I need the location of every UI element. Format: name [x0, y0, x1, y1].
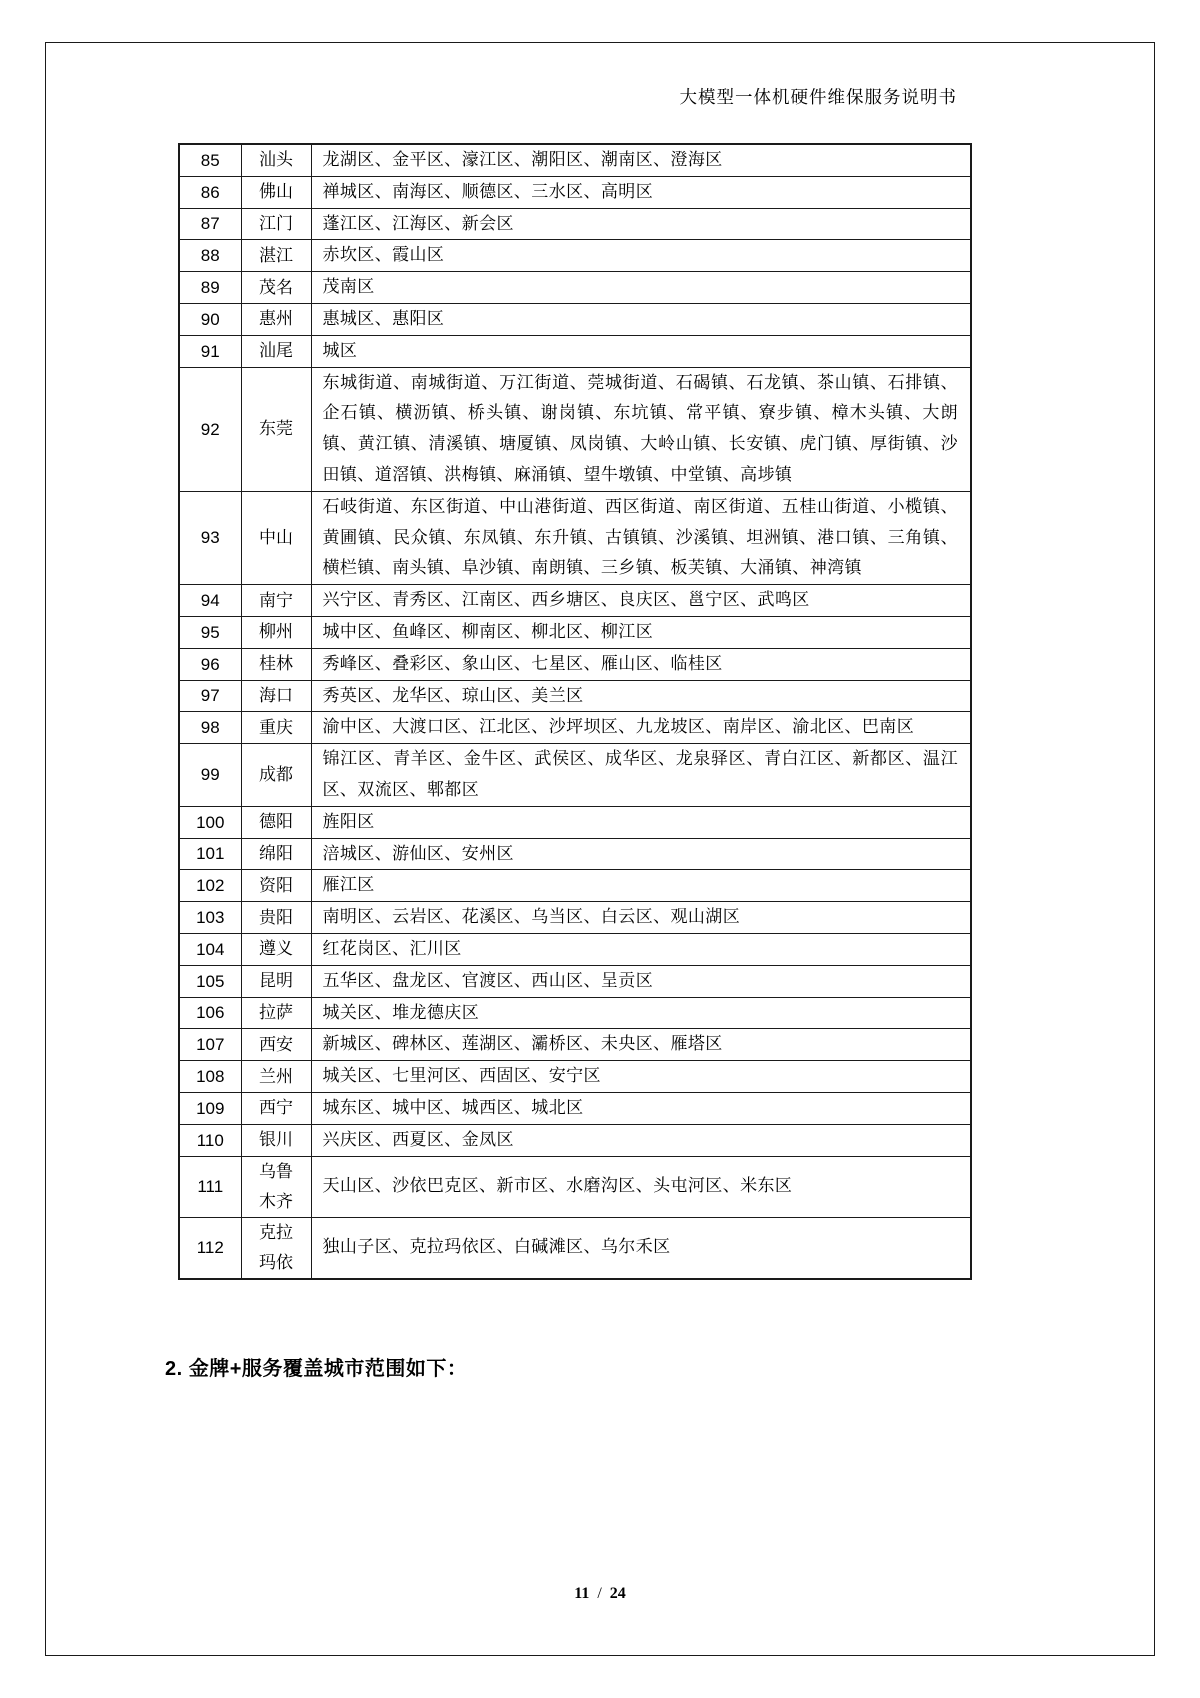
table-row [179, 1029, 971, 1061]
city-cell: 乌鲁木齐 [241, 1156, 311, 1217]
row-number-cell: 101 [179, 838, 241, 870]
districts-cell: 禅城区、南海区、顺德区、三水区、高明区 [311, 176, 971, 208]
city-cell: 南宁 [241, 585, 311, 617]
document-header-title: 大模型一体机硬件维保服务说明书 [679, 87, 957, 107]
districts-cell: 蓬江区、江海区、新会区 [311, 208, 971, 240]
row-number-cell: 94 [179, 585, 241, 617]
city-cell: 德阳 [241, 806, 311, 838]
table-row [179, 806, 971, 838]
row-number-cell: 88 [179, 240, 241, 272]
districts-cell: 城中区、鱼峰区、柳南区、柳北区、柳江区 [311, 616, 971, 648]
districts-cell: 惠城区、惠阳区 [311, 303, 971, 335]
districts-cell: 旌阳区 [311, 806, 971, 838]
row-number-cell: 99 [179, 744, 241, 807]
districts-cell: 兴庆区、西夏区、金凤区 [311, 1124, 971, 1156]
city-cell: 拉萨 [241, 997, 311, 1029]
city-cell: 贵阳 [241, 902, 311, 934]
row-number-cell: 92 [179, 367, 241, 491]
districts-cell: 独山子区、克拉玛依区、白碱滩区、乌尔禾区 [311, 1217, 971, 1279]
city-cell: 江门 [241, 208, 311, 240]
row-number-cell: 112 [179, 1217, 241, 1279]
city-cell: 茂名 [241, 272, 311, 304]
city-cell: 绵阳 [241, 838, 311, 870]
districts-cell: 石岐街道、东区街道、中山港街道、西区街道、南区街道、五桂山街道、小榄镇、黄圃镇、民众镇、东凤镇、东升镇、古镇镇、沙溪镇、坦洲镇、港口镇、三角镇、横栏镇、南头镇、阜沙镇、南朗镇、三乡镇、板芙镇、大涌镇、神湾镇 [311, 491, 971, 584]
table-row [179, 838, 971, 870]
table-row [179, 272, 971, 304]
row-number-cell: 95 [179, 616, 241, 648]
table-row [179, 680, 971, 712]
districts-cell: 秀英区、龙华区、琼山区、美兰区 [311, 680, 971, 712]
city-cell: 中山 [241, 491, 311, 584]
table-row [179, 616, 971, 648]
table-row [179, 208, 971, 240]
city-cell: 汕尾 [241, 335, 311, 367]
districts-cell: 雁江区 [311, 870, 971, 902]
city-cell: 佛山 [241, 176, 311, 208]
districts-cell: 茂南区 [311, 272, 971, 304]
table-row [179, 240, 971, 272]
districts-cell: 锦江区、青羊区、金牛区、武侯区、成华区、龙泉驿区、青白江区、新都区、温江区、双流区、郫都区 [311, 744, 971, 807]
table-row [179, 144, 971, 176]
row-number-cell: 96 [179, 648, 241, 680]
table-row [179, 965, 971, 997]
coverage-table-body [179, 144, 971, 1279]
districts-cell: 秀峰区、叠彩区、象山区、七星区、雁山区、临桂区 [311, 648, 971, 680]
city-cell: 遵义 [241, 933, 311, 965]
table-row [179, 491, 971, 584]
table-row [179, 933, 971, 965]
row-number-cell: 85 [179, 144, 241, 176]
city-cell: 桂林 [241, 648, 311, 680]
city-cell: 汕头 [241, 144, 311, 176]
row-number-cell: 86 [179, 176, 241, 208]
row-number-cell: 98 [179, 712, 241, 744]
table-row [179, 176, 971, 208]
table-row [179, 1156, 971, 1217]
districts-cell: 红花岗区、汇川区 [311, 933, 971, 965]
districts-cell: 赤坎区、霞山区 [311, 240, 971, 272]
city-coverage-table [178, 143, 972, 1280]
row-number-cell: 108 [179, 1061, 241, 1093]
city-cell: 海口 [241, 680, 311, 712]
city-cell: 克拉玛依 [241, 1217, 311, 1279]
table-row [179, 1217, 971, 1279]
table-row [179, 1092, 971, 1124]
table-row [179, 648, 971, 680]
row-number-cell: 110 [179, 1124, 241, 1156]
row-number-cell: 104 [179, 933, 241, 965]
row-number-cell: 111 [179, 1156, 241, 1217]
row-number-cell: 91 [179, 335, 241, 367]
districts-cell: 龙湖区、金平区、濠江区、潮阳区、潮南区、澄海区 [311, 144, 971, 176]
districts-cell: 兴宁区、青秀区、江南区、西乡塘区、良庆区、邕宁区、武鸣区 [311, 585, 971, 617]
row-number-cell: 90 [179, 303, 241, 335]
city-cell: 西安 [241, 1029, 311, 1061]
row-number-cell: 102 [179, 870, 241, 902]
row-number-cell: 109 [179, 1092, 241, 1124]
row-number-cell: 89 [179, 272, 241, 304]
city-cell: 兰州 [241, 1061, 311, 1093]
row-number-cell: 107 [179, 1029, 241, 1061]
section-heading: 2. 金牌+服务覆盖城市范围如下： [165, 1358, 468, 1380]
districts-cell: 五华区、盘龙区、官渡区、西山区、呈贡区 [311, 965, 971, 997]
districts-cell: 东城街道、南城街道、万江街道、莞城街道、石碣镇、石龙镇、茶山镇、石排镇、企石镇、横沥镇、桥头镇、谢岗镇、东坑镇、常平镇、寮步镇、樟木头镇、大朗镇、黄江镇、清溪镇、塘厦镇、凤岗镇、大岭山镇、长安镇、虎门镇、厚街镇、沙田镇、道滘镇、洪梅镇、麻涌镇、望牛墩镇、中堂镇、高埗镇 [311, 367, 971, 491]
row-number-cell: 103 [179, 902, 241, 934]
districts-cell: 城关区、堆龙德庆区 [311, 997, 971, 1029]
row-number-cell: 100 [179, 806, 241, 838]
city-cell: 重庆 [241, 712, 311, 744]
page-number-separator: / [597, 1585, 602, 1602]
row-number-cell: 93 [179, 491, 241, 584]
districts-cell: 城关区、七里河区、西固区、安宁区 [311, 1061, 971, 1093]
table-row [179, 303, 971, 335]
districts-cell: 天山区、沙依巴克区、新市区、水磨沟区、头屯河区、米东区 [311, 1156, 971, 1217]
districts-cell: 渝中区、大渡口区、江北区、沙坪坝区、九龙坡区、南岸区、渝北区、巴南区 [311, 712, 971, 744]
city-cell: 成都 [241, 744, 311, 807]
table-row [179, 870, 971, 902]
row-number-cell: 105 [179, 965, 241, 997]
page-footer [0, 1585, 1200, 1603]
districts-cell: 城区 [311, 335, 971, 367]
city-cell: 资阳 [241, 870, 311, 902]
total-pages: 24 [609, 1585, 626, 1602]
districts-cell: 新城区、碑林区、莲湖区、灞桥区、未央区、雁塔区 [311, 1029, 971, 1061]
table-row [179, 997, 971, 1029]
city-cell: 银川 [241, 1124, 311, 1156]
table-row [179, 1061, 971, 1093]
districts-cell: 南明区、云岩区、花溪区、乌当区、白云区、观山湖区 [311, 902, 971, 934]
table-row [179, 335, 971, 367]
table-row [179, 902, 971, 934]
page-number: 11 [574, 1585, 590, 1602]
city-cell: 东莞 [241, 367, 311, 491]
table-row [179, 367, 971, 491]
table-row [179, 1124, 971, 1156]
table-row [179, 744, 971, 807]
city-cell: 柳州 [241, 616, 311, 648]
city-cell: 湛江 [241, 240, 311, 272]
row-number-cell: 106 [179, 997, 241, 1029]
districts-cell: 城东区、城中区、城西区、城北区 [311, 1092, 971, 1124]
districts-cell: 涪城区、游仙区、安州区 [311, 838, 971, 870]
city-cell: 西宁 [241, 1092, 311, 1124]
row-number-cell: 87 [179, 208, 241, 240]
city-cell: 惠州 [241, 303, 311, 335]
table-row [179, 585, 971, 617]
row-number-cell: 97 [179, 680, 241, 712]
table-row [179, 712, 971, 744]
city-cell: 昆明 [241, 965, 311, 997]
